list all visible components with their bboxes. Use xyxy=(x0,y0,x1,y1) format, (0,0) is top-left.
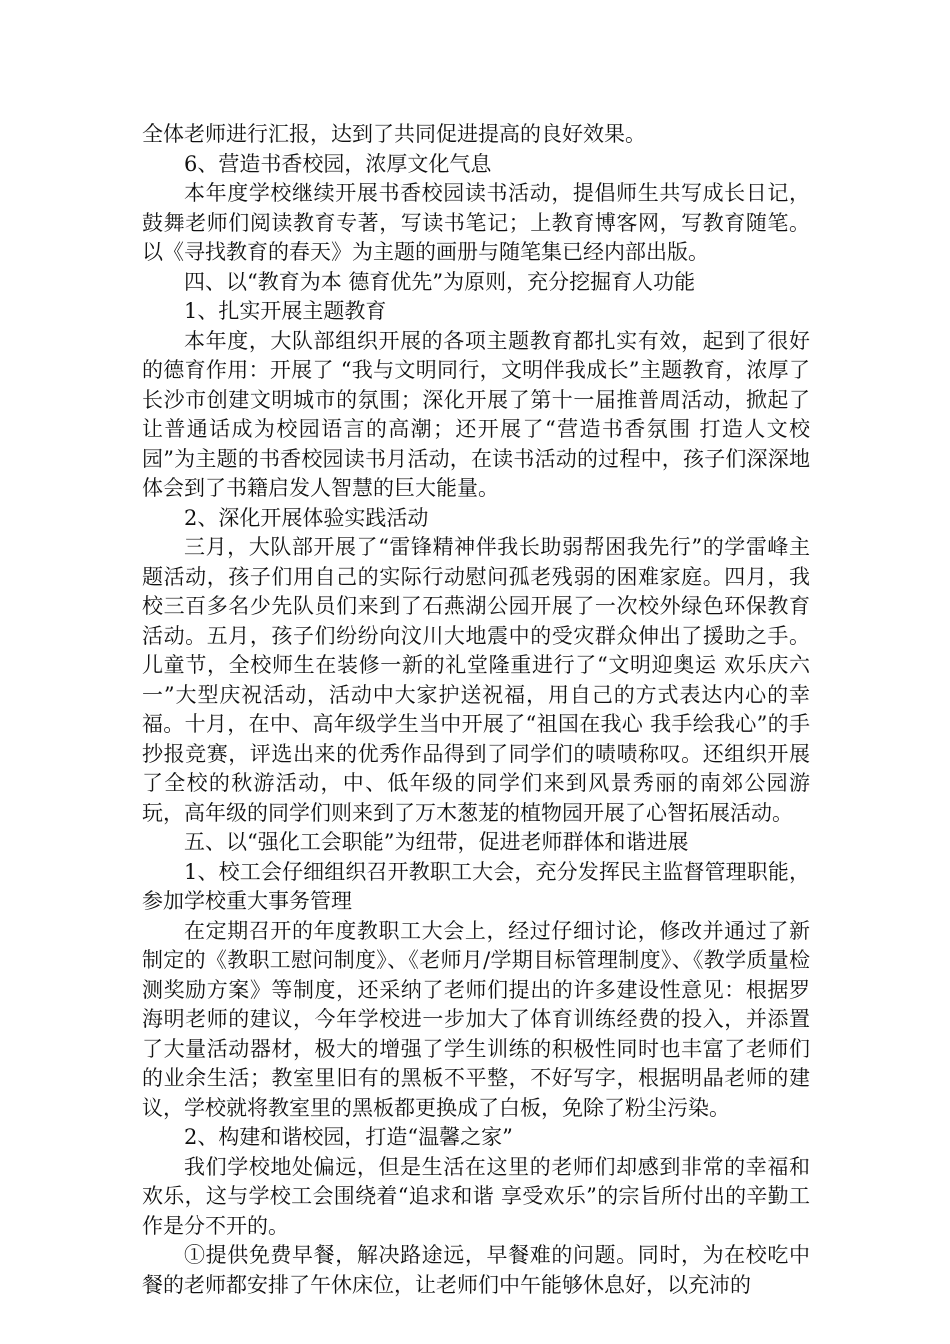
document-page xyxy=(142,120,810,1300)
heading-1-staff-congress: 1、校工会仔细组织召开教职工大会，充分发挥民主监督管理职能，参加学校重大事务管理 xyxy=(142,859,810,913)
heading-1-theme-education: 1、扎实开展主题教育 xyxy=(184,299,387,323)
paragraph-staff-congress: 在定期召开的年度教职工大会上，经过仔细讨论，修改并通过了新制定的《教职工慰问制度》、《老师月/学期目标管理制度》、《教学质量检测奖励方案》等制度，还采纳了老师们提出的许多建设性意见：根据罗海明老师的建议，今年学校进一步加大了体育训练经费的投入，并添置了大量活动器材，极大的增强了学生训练的积极性同时也丰富了老师们的业余生活；教室里旧有的黑板不平整，不好写字，根据明晶老师的建议，学校就将教室里的黑板都更换成了白板，免除了粉尘污染。 xyxy=(142,918,810,1120)
paragraph-continuation: 全体老师进行汇报，达到了共同促进提高的良好效果。 xyxy=(142,122,646,146)
paragraph-theme-education: 本年度，大队部组织开展的各项主题教育都扎实有效，起到了很好的德育作用：开展了 “我与文明同行，文明伴我成长”主题教育，浓厚了长沙市创建文明城市的氛围；深化开展了第十一届推普周活动，掀起了让普通话成为校园语言的高潮；还开展了“营造书香氛围 打造人文校园”为主题的书香校园读书月活动，在读书活动的过程中，孩子们深深地体会到了书籍启发人智慧的巨大能量。 xyxy=(142,328,810,500)
paragraph-harmonious-campus: 我们学校地处偏远，但是生活在这里的老师们却感到非常的幸福和欢乐，这与学校工会围绕着“追求和谐 享受欢乐”的宗旨所付出的辛勤工作是分不开的。 xyxy=(142,1154,810,1238)
section-heading-5: 五、以“强化工会职能”为纽带，促进老师群体和谐进展 xyxy=(184,830,689,854)
heading-2-harmonious-campus: 2、构建和谐校园，打造“温馨之家” xyxy=(184,1125,513,1149)
heading-6-bookish-campus: 6、营造书香校园，浓厚文化气息 xyxy=(184,151,492,176)
paragraph-reading-activity: 本年度学校继续开展书香校园读书活动，提倡师生共写成长日记，鼓舞老师们阅读教育专著，写读书笔记；上教育博客网，写教育随笔。以《寻找教育的春天》为主题的画册与随笔集已经内部出版。 xyxy=(142,181,810,264)
paragraph-practice-activities: 三月，大队部开展了“雷锋精神伴我长助弱帮困我先行”的学雷峰主题活动，孩子们用自己的实际行动慰问孤老残弱的困难家庭。四月，我校三百多名少先队员们来到了石燕湖公园开展了一次校外绿色环保教育活动。五月，孩子们纷纷向汶川大地震中的受灾群众伸出了援助之手。儿童节，全校师生在装修一新的礼堂隆重进行了“文明迎奥运 欢乐庆六一”大型庆祝活动，活动中大家护送祝福，用自己的方式表达内心的幸福。十月，在中、高年级学生当中开展了“祖国在我心 我手绘我心”的手抄报竞赛，评选出来的优秀作品得到了同学们的啧啧称叹。还组织开展了全校的秋游活动，中、低年级的同学们来到风景秀丽的南郊公园游玩，高年级的同学们则来到了万木葱茏的植物园开展了心智拓展活动。 xyxy=(142,535,810,825)
heading-2-practice-activities: 2、深化开展体验实践活动 xyxy=(184,505,429,530)
section-heading-4: 四、以“教育为本 德育优先”为原则，充分挖掘育人功能 xyxy=(184,269,696,294)
paragraph-free-breakfast: ①提供免费早餐，解决路途远，早餐难的问题。同时，为在校吃中餐的老师都安排了午休床位，让老师们中午能够休息好，以充沛的 xyxy=(142,1243,810,1297)
